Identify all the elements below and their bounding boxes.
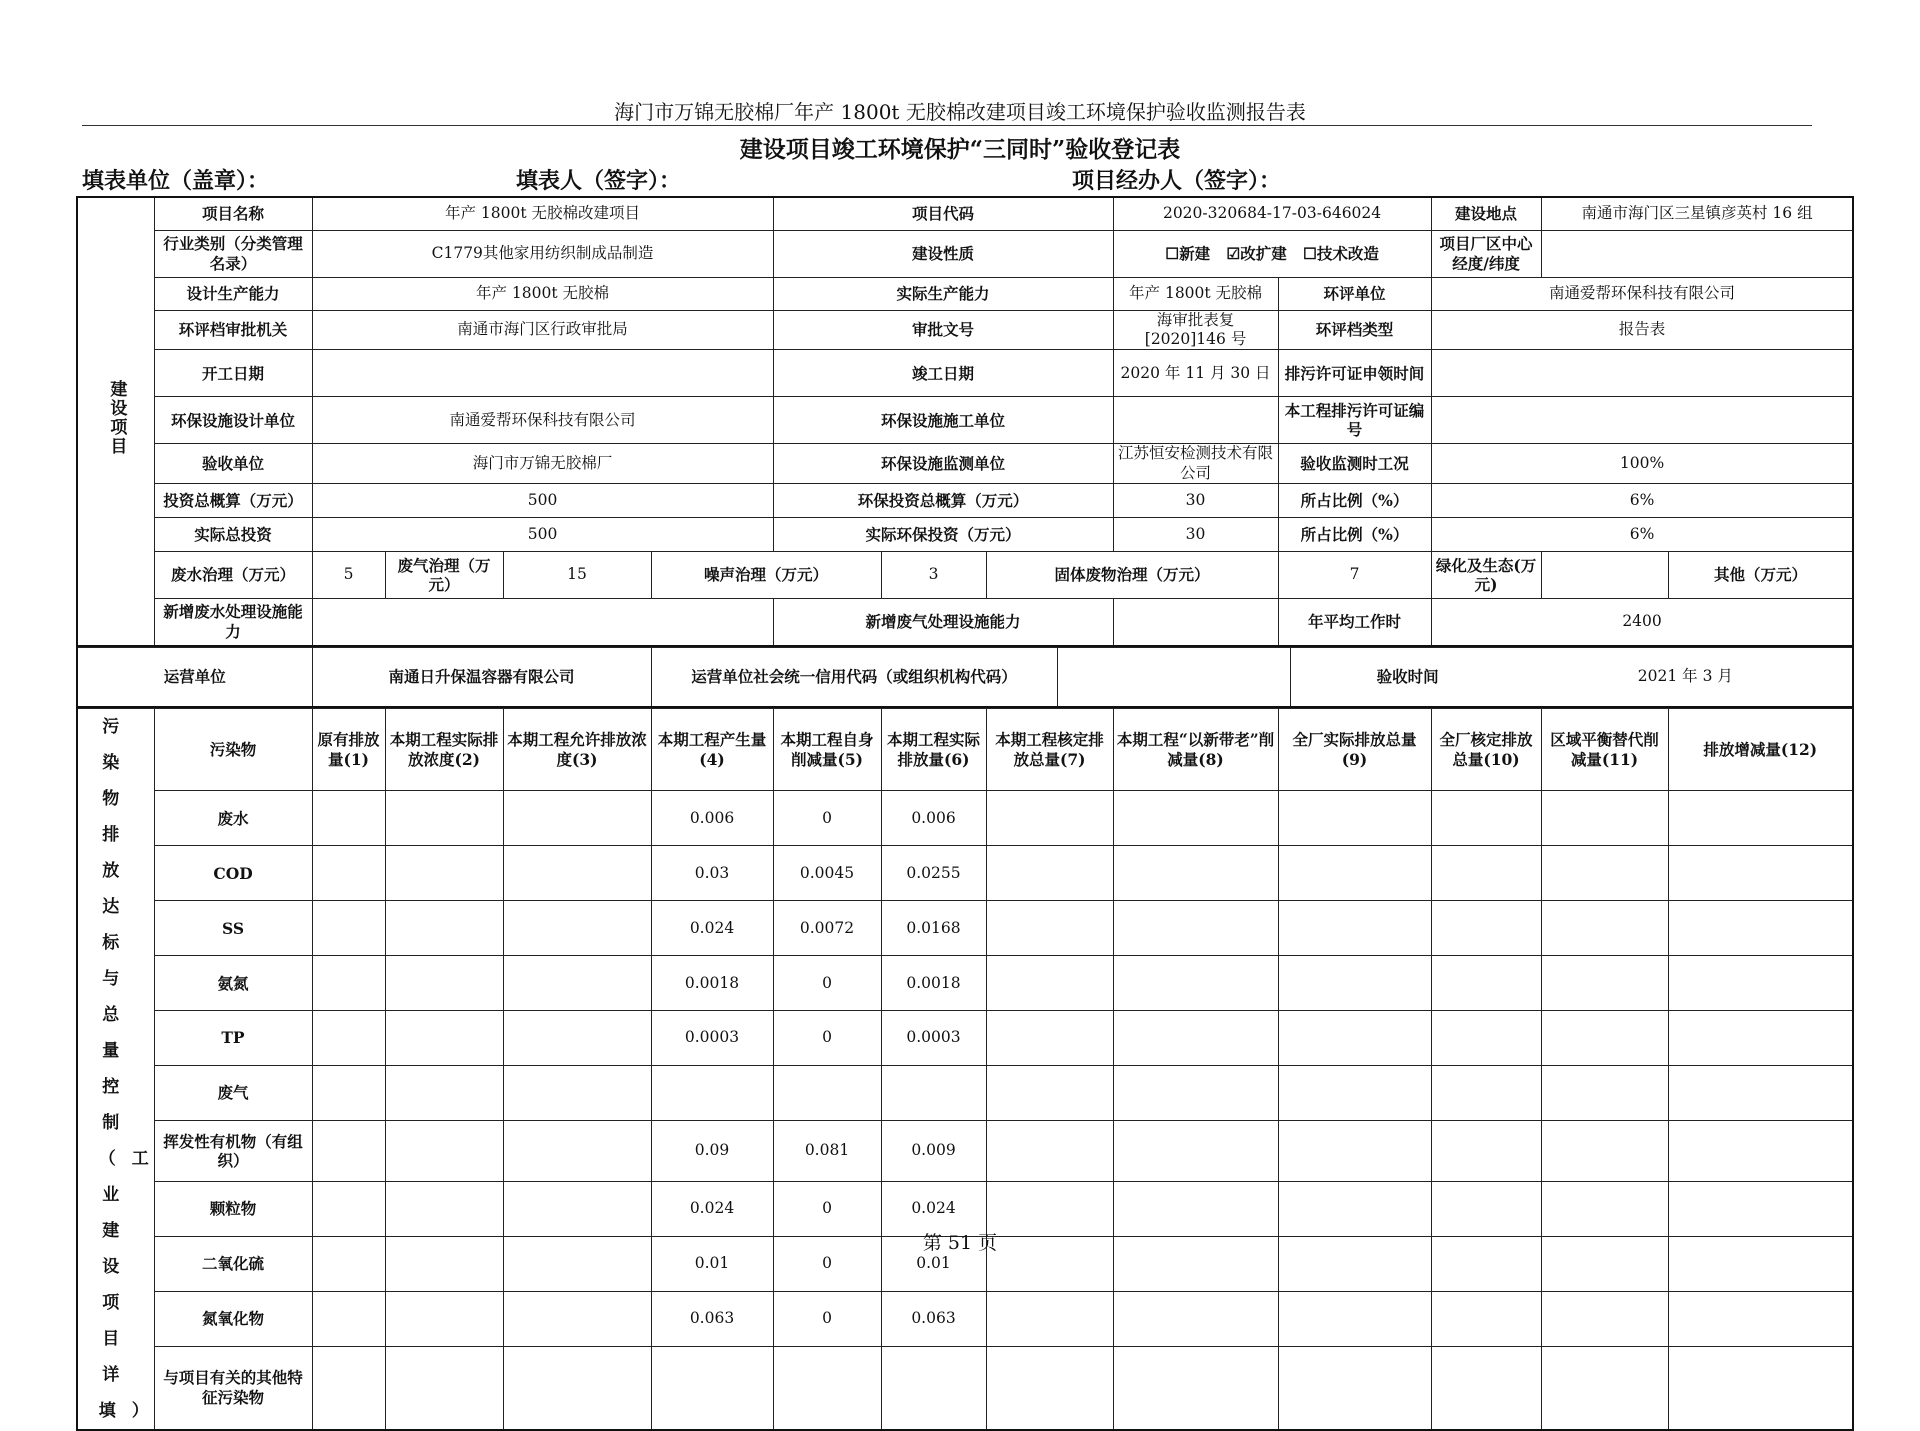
pollutant-empty-cell — [385, 1121, 503, 1182]
pollutant-empty-cell — [312, 1066, 385, 1121]
pollutant-empty-cell — [1431, 1011, 1541, 1066]
pollutant-value: 0.01 — [651, 1236, 773, 1291]
value-design-capacity: 年产 1800t 无胶棉 — [312, 277, 773, 310]
pollutant-value: 0.024 — [651, 901, 773, 956]
pollutant-empty-cell — [1668, 791, 1853, 846]
pollutant-empty-cell — [1431, 901, 1541, 956]
pollutant-empty-cell — [1278, 791, 1431, 846]
pollutant-row — [77, 1346, 1853, 1430]
label-design-capacity: 设计生产能力 — [154, 277, 312, 310]
pollutant-empty-cell — [385, 846, 503, 901]
label-ratio-1: 所占比例（%） — [1278, 484, 1431, 518]
pollutant-col-header: 污染物 — [154, 709, 312, 791]
pollutant-empty-cell — [1541, 846, 1668, 901]
value-new-water-capacity — [312, 599, 773, 646]
label-monitor-unit: 环保设施监测单位 — [773, 444, 1113, 484]
value-wastewater-cost: 5 — [312, 552, 385, 599]
value-monitor-unit: 江苏恒安检测技术有限公司 — [1113, 444, 1278, 484]
pollutant-empty-cell — [503, 1066, 651, 1121]
pollutant-empty-cell — [503, 791, 651, 846]
pollutant-empty-cell — [1278, 1011, 1431, 1066]
label-start-date: 开工日期 — [154, 350, 312, 397]
label-center-coord: 项目厂区中心经度/纬度 — [1431, 230, 1541, 277]
label-monitor-condition: 验收监测时工况 — [1278, 444, 1431, 484]
pollutant-value: 0.0255 — [881, 846, 986, 901]
pollutant-row — [77, 1291, 1853, 1346]
pollutant-col-header: 本期工程实际排放浓度(2) — [385, 709, 503, 791]
pollutant-value: 0 — [773, 1181, 881, 1236]
acceptance-time-cell — [1290, 647, 1853, 707]
value-green-cost — [1541, 552, 1668, 599]
pollutant-value: 0.009 — [881, 1121, 986, 1182]
pollutant-value — [651, 1066, 773, 1121]
pollutant-value: 0.0072 — [773, 901, 881, 956]
label-work-hours: 年平均工作时 — [1278, 599, 1431, 646]
pollutant-empty-cell — [1431, 1346, 1541, 1430]
pollutant-empty-cell — [312, 1121, 385, 1182]
pollutant-empty-cell — [1278, 1346, 1431, 1430]
pollutant-value: 0 — [773, 791, 881, 846]
pollutant-empty-cell — [1668, 1291, 1853, 1346]
pollutant-empty-cell — [385, 901, 503, 956]
pollutant-empty-cell — [1668, 901, 1853, 956]
pollutant-col-header: 本期工程实际排放量(6) — [881, 709, 986, 791]
value-monitor-condition: 100% — [1431, 444, 1853, 484]
pollutant-col-header: 原有排放量(1) — [312, 709, 385, 791]
pollutant-empty-cell — [1431, 1121, 1541, 1182]
value-project-name: 年产 1800t 无胶棉改建项目 — [312, 197, 773, 230]
pollutant-value: 0.09 — [651, 1121, 773, 1182]
pollutant-empty-cell — [986, 1121, 1113, 1182]
label-approval-org: 环评档审批机关 — [154, 310, 312, 350]
label-solid-cost: 固体废物治理（万元） — [986, 552, 1278, 599]
pollutant-row — [77, 791, 1853, 846]
pollutant-col-header: 本期工程自身削减量(5) — [773, 709, 881, 791]
label-new-gas-capacity: 新增废气处理设施能力 — [773, 599, 1113, 646]
label-approval-no: 审批文号 — [773, 310, 1113, 350]
pollutant-empty-cell — [1431, 1066, 1541, 1121]
sig-filler: 填表人（签字）： — [516, 168, 682, 194]
value-start-date — [312, 350, 773, 397]
pollutant-empty-cell — [503, 1121, 651, 1182]
value-center-coord — [1541, 230, 1853, 277]
pollutant-empty-cell — [1113, 1121, 1278, 1182]
label-invest-estimate: 投资总概算（万元） — [154, 484, 312, 518]
pollutant-name: 与项目有关的其他特征污染物 — [154, 1346, 312, 1430]
label-project-code: 项目代码 — [773, 197, 1113, 230]
pollutant-empty-cell — [503, 956, 651, 1011]
label-env-build-unit: 环保设施施工单位 — [773, 397, 1113, 444]
pollutant-value: 0.0018 — [881, 956, 986, 1011]
label-env-invest-actual: 实际环保投资（万元） — [773, 518, 1113, 552]
pollutant-empty-cell — [312, 846, 385, 901]
label-env-invest-estimate: 环保投资总概算（万元） — [773, 484, 1113, 518]
pollutant-empty-cell — [1431, 846, 1541, 901]
nature-new-checkbox: ☐新建 — [1165, 243, 1211, 263]
value-operator: 南通日升保温容器有限公司 — [312, 647, 651, 707]
pollutant-empty-cell — [312, 791, 385, 846]
pollutant-empty-cell — [503, 901, 651, 956]
pollutant-empty-cell — [503, 1346, 651, 1430]
label-eia-unit: 环评单位 — [1278, 277, 1431, 310]
pollutant-value — [773, 1346, 881, 1430]
pollutant-name: COD — [154, 846, 312, 901]
pollutant-empty-cell — [1113, 1011, 1278, 1066]
report-header: 海门市万锦无胶棉厂年产 1800t 无胶棉改建项目竣工环境保护验收监测报告表 — [614, 100, 1306, 124]
pollutant-value: 0.01 — [881, 1236, 986, 1291]
label-permit-time: 排污许可证申领时间 — [1278, 350, 1431, 397]
label-wastewater-cost: 废水治理（万元） — [154, 552, 312, 599]
value-env-build-unit — [1113, 397, 1278, 444]
pollutant-empty-cell — [1431, 956, 1541, 1011]
pollutant-empty-cell — [1668, 1011, 1853, 1066]
pollutant-col-header: 本期工程产生量(4) — [651, 709, 773, 791]
pollutant-empty-cell — [1541, 1011, 1668, 1066]
pollutant-empty-cell — [1541, 1121, 1668, 1182]
pollutant-empty-cell — [1113, 846, 1278, 901]
pollutant-name: 氨氮 — [154, 956, 312, 1011]
pollutant-empty-cell — [1113, 791, 1278, 846]
pollutant-col-header: 本期工程“以新带老”削减量(8) — [1113, 709, 1278, 791]
pollutant-value: 0.0018 — [651, 956, 773, 1011]
label-credit-code: 运营单位社会统一信用代码（或组织机构代码） — [651, 647, 1057, 707]
nature-tech-checkbox: ☐技术改造 — [1302, 243, 1379, 263]
pollutant-empty-cell — [1668, 1121, 1853, 1182]
pollutant-empty-cell — [986, 846, 1113, 901]
pollutant-name: 颗粒物 — [154, 1181, 312, 1236]
pollutant-empty-cell — [1541, 956, 1668, 1011]
value-acceptance-unit: 海门市万锦无胶棉厂 — [312, 444, 773, 484]
pollutant-name: 二氧化硫 — [154, 1236, 312, 1291]
value-credit-code — [1057, 647, 1290, 707]
pollutant-empty-cell — [986, 956, 1113, 1011]
pollutant-value: 0.024 — [651, 1181, 773, 1236]
pollutant-empty-cell — [986, 901, 1113, 956]
value-accept-time: 2021 年 3 月 — [1637, 667, 1733, 686]
header-rule — [82, 125, 1812, 126]
pollutant-empty-cell — [1541, 1066, 1668, 1121]
pollutant-empty-cell — [1431, 791, 1541, 846]
pollutant-name: 氮氧化物 — [154, 1291, 312, 1346]
pollutant-empty-cell — [1431, 1291, 1541, 1346]
pollutant-col-header: 本期工程核定排放总量(7) — [986, 709, 1113, 791]
pollutant-empty-cell — [503, 846, 651, 901]
value-solid-cost: 7 — [1278, 552, 1431, 599]
pollutant-value — [773, 1066, 881, 1121]
pollutant-value: 0.024 — [881, 1181, 986, 1236]
pollutant-empty-cell — [986, 1066, 1113, 1121]
pollutant-empty-cell — [1278, 956, 1431, 1011]
pollutant-empty-cell — [1113, 1291, 1278, 1346]
sig-unit: 填表单位（盖章）： — [82, 168, 270, 194]
value-nature — [1113, 230, 1431, 277]
pollutant-value: 0.063 — [881, 1291, 986, 1346]
pollutant-col-header: 本期工程允许排放浓度(3) — [503, 709, 651, 791]
label-wastegas-cost: 废气治理（万元） — [385, 552, 503, 599]
pollutant-empty-cell — [1668, 1066, 1853, 1121]
pollutant-value: 0.063 — [651, 1291, 773, 1346]
value-industry: C1779其他家用纺织制成品制造 — [312, 230, 773, 277]
pollutant-col-header: 全厂核定排放总量(10) — [1431, 709, 1541, 791]
label-noise-cost: 噪声治理（万元） — [651, 552, 881, 599]
pollutant-value: 0.081 — [773, 1121, 881, 1182]
pollutant-empty-cell — [312, 1291, 385, 1346]
pollutant-empty-cell — [1541, 901, 1668, 956]
value-work-hours: 2400 — [1431, 599, 1853, 646]
pollutant-empty-cell — [1668, 956, 1853, 1011]
value-permit-no — [1431, 397, 1853, 444]
label-eia-type: 环评档类型 — [1278, 310, 1431, 350]
pollutant-value: 0 — [773, 1011, 881, 1066]
value-permit-time — [1431, 350, 1853, 397]
value-invest-estimate: 500 — [312, 484, 773, 518]
pollutant-col-header: 全厂实际排放总量(9) — [1278, 709, 1431, 791]
pollutant-name: SS — [154, 901, 312, 956]
pollutant-name: 挥发性有机物（有组织） — [154, 1121, 312, 1182]
value-project-code: 2020-320684-17-03-646024 — [1113, 197, 1431, 230]
pollutant-value: 0.0003 — [651, 1011, 773, 1066]
value-approval-org: 南通市海门区行政审批局 — [312, 310, 773, 350]
pollutant-empty-cell — [385, 1011, 503, 1066]
pollutant-empty-cell — [1278, 1121, 1431, 1182]
pollutant-row — [77, 1121, 1853, 1182]
pollutant-empty-cell — [1278, 1066, 1431, 1121]
pollutant-table — [76, 708, 1854, 1431]
pollutant-row — [77, 956, 1853, 1011]
pollutant-value: 0.0168 — [881, 901, 986, 956]
label-location: 建设地点 — [1431, 197, 1541, 230]
pollutant-value — [881, 1346, 986, 1430]
value-noise-cost: 3 — [881, 552, 986, 599]
value-approval-no: 海审批表复[2020]146 号 — [1113, 310, 1278, 350]
form-title: 建设项目竣工环境保护“三同时”验收登记表 — [739, 136, 1181, 163]
pollutant-empty-cell — [385, 1066, 503, 1121]
value-eia-unit: 南通爱帮环保科技有限公司 — [1431, 277, 1853, 310]
pollutant-name: 废气 — [154, 1066, 312, 1121]
pollutant-empty-cell — [1668, 846, 1853, 901]
value-new-gas-capacity — [1113, 599, 1278, 646]
pollutant-empty-cell — [1278, 901, 1431, 956]
label-other-cost: 其他（万元） — [1668, 552, 1853, 599]
pollutant-empty-cell — [503, 1291, 651, 1346]
pollutant-col-header: 排放增减量(12) — [1668, 709, 1853, 791]
section-project: 建设项目 — [77, 197, 154, 646]
section-pollutant: 污染物排放达标与总量控制（工业建设项目详填） — [77, 709, 154, 1431]
pollutant-empty-cell — [1278, 1291, 1431, 1346]
pollutant-name: 废水 — [154, 791, 312, 846]
label-env-design-unit: 环保设施设计单位 — [154, 397, 312, 444]
value-env-invest-estimate: 30 — [1113, 484, 1278, 518]
pollutant-empty-cell — [1113, 1346, 1278, 1430]
pollutant-empty-cell — [385, 791, 503, 846]
pollutant-empty-cell — [1113, 1066, 1278, 1121]
label-permit-no: 本工程排污许可证编号 — [1278, 397, 1431, 444]
label-acceptance-unit: 验收单位 — [154, 444, 312, 484]
pollutant-row — [77, 846, 1853, 901]
label-industry: 行业类别（分类管理名录） — [154, 230, 312, 277]
label-ratio-2: 所占比例（%） — [1278, 518, 1431, 552]
pollutant-empty-cell — [312, 956, 385, 1011]
pollutant-empty-cell — [385, 956, 503, 1011]
pollutant-value — [881, 1066, 986, 1121]
label-operator: 运营单位 — [77, 647, 312, 707]
sig-manager: 项目经办人（签字）： — [1072, 168, 1282, 194]
value-invest-actual: 500 — [312, 518, 773, 552]
value-eia-type: 报告表 — [1431, 310, 1853, 350]
pollutant-empty-cell — [986, 791, 1113, 846]
value-wastegas-cost: 15 — [503, 552, 651, 599]
pollutant-empty-cell — [986, 1011, 1113, 1066]
pollutant-empty-cell — [312, 1346, 385, 1430]
pollutant-row — [77, 1011, 1853, 1066]
pollutant-value: 0.0003 — [881, 1011, 986, 1066]
pollutant-empty-cell — [385, 1291, 503, 1346]
pollutant-value: 0.0045 — [773, 846, 881, 901]
value-env-invest-actual: 30 — [1113, 518, 1278, 552]
pollutant-value — [651, 1346, 773, 1430]
label-new-water-capacity: 新增废水处理设施能力 — [154, 599, 312, 646]
value-ratio-1: 6% — [1431, 484, 1853, 518]
pollutant-empty-cell — [503, 1011, 651, 1066]
pollutant-empty-cell — [1541, 1346, 1668, 1430]
pollutant-empty-cell — [312, 1011, 385, 1066]
pollutant-row — [77, 1066, 1853, 1121]
pollutant-empty-cell — [986, 1291, 1113, 1346]
value-ratio-2: 6% — [1431, 518, 1853, 552]
label-actual-capacity: 实际生产能力 — [773, 277, 1113, 310]
pollutant-value: 0.006 — [651, 791, 773, 846]
value-actual-capacity: 年产 1800t 无胶棉 — [1113, 277, 1278, 310]
page-number: 第 51 页 — [922, 1232, 998, 1254]
pollutant-value: 0.006 — [881, 791, 986, 846]
pollutant-empty-cell — [1541, 1291, 1668, 1346]
pollutant-empty-cell — [1278, 846, 1431, 901]
pollutant-row — [77, 901, 1853, 956]
pollutant-value: 0.03 — [651, 846, 773, 901]
label-nature: 建设性质 — [773, 230, 1113, 277]
label-finish-date: 竣工日期 — [773, 350, 1113, 397]
label-accept-time: 验收时间 — [1376, 667, 1439, 687]
pollutant-value: 0 — [773, 1236, 881, 1291]
label-invest-actual: 实际总投资 — [154, 518, 312, 552]
label-project-name: 项目名称 — [154, 197, 312, 230]
pollutant-empty-cell — [1113, 901, 1278, 956]
pollutant-empty-cell — [1541, 791, 1668, 846]
value-env-design-unit: 南通爱帮环保科技有限公司 — [312, 397, 773, 444]
pollutant-value: 0 — [773, 956, 881, 1011]
label-green-cost: 绿化及生态(万元) — [1431, 552, 1541, 599]
value-finish-date: 2020 年 11 月 30 日 — [1113, 350, 1278, 397]
pollutant-name: TP — [154, 1011, 312, 1066]
pollutant-empty-cell — [385, 1346, 503, 1430]
value-location: 南通市海门区三星镇彦英村 16 组 — [1541, 197, 1853, 230]
pollutant-empty-cell — [1113, 956, 1278, 1011]
pollutant-empty-cell — [1668, 1346, 1853, 1430]
pollutant-empty-cell — [986, 1346, 1113, 1430]
pollutant-empty-cell — [312, 901, 385, 956]
pollutant-value: 0 — [773, 1291, 881, 1346]
pollutant-col-header: 区域平衡替代削减量(11) — [1541, 709, 1668, 791]
nature-expand-checkbox: ☑改扩建 — [1226, 243, 1287, 263]
